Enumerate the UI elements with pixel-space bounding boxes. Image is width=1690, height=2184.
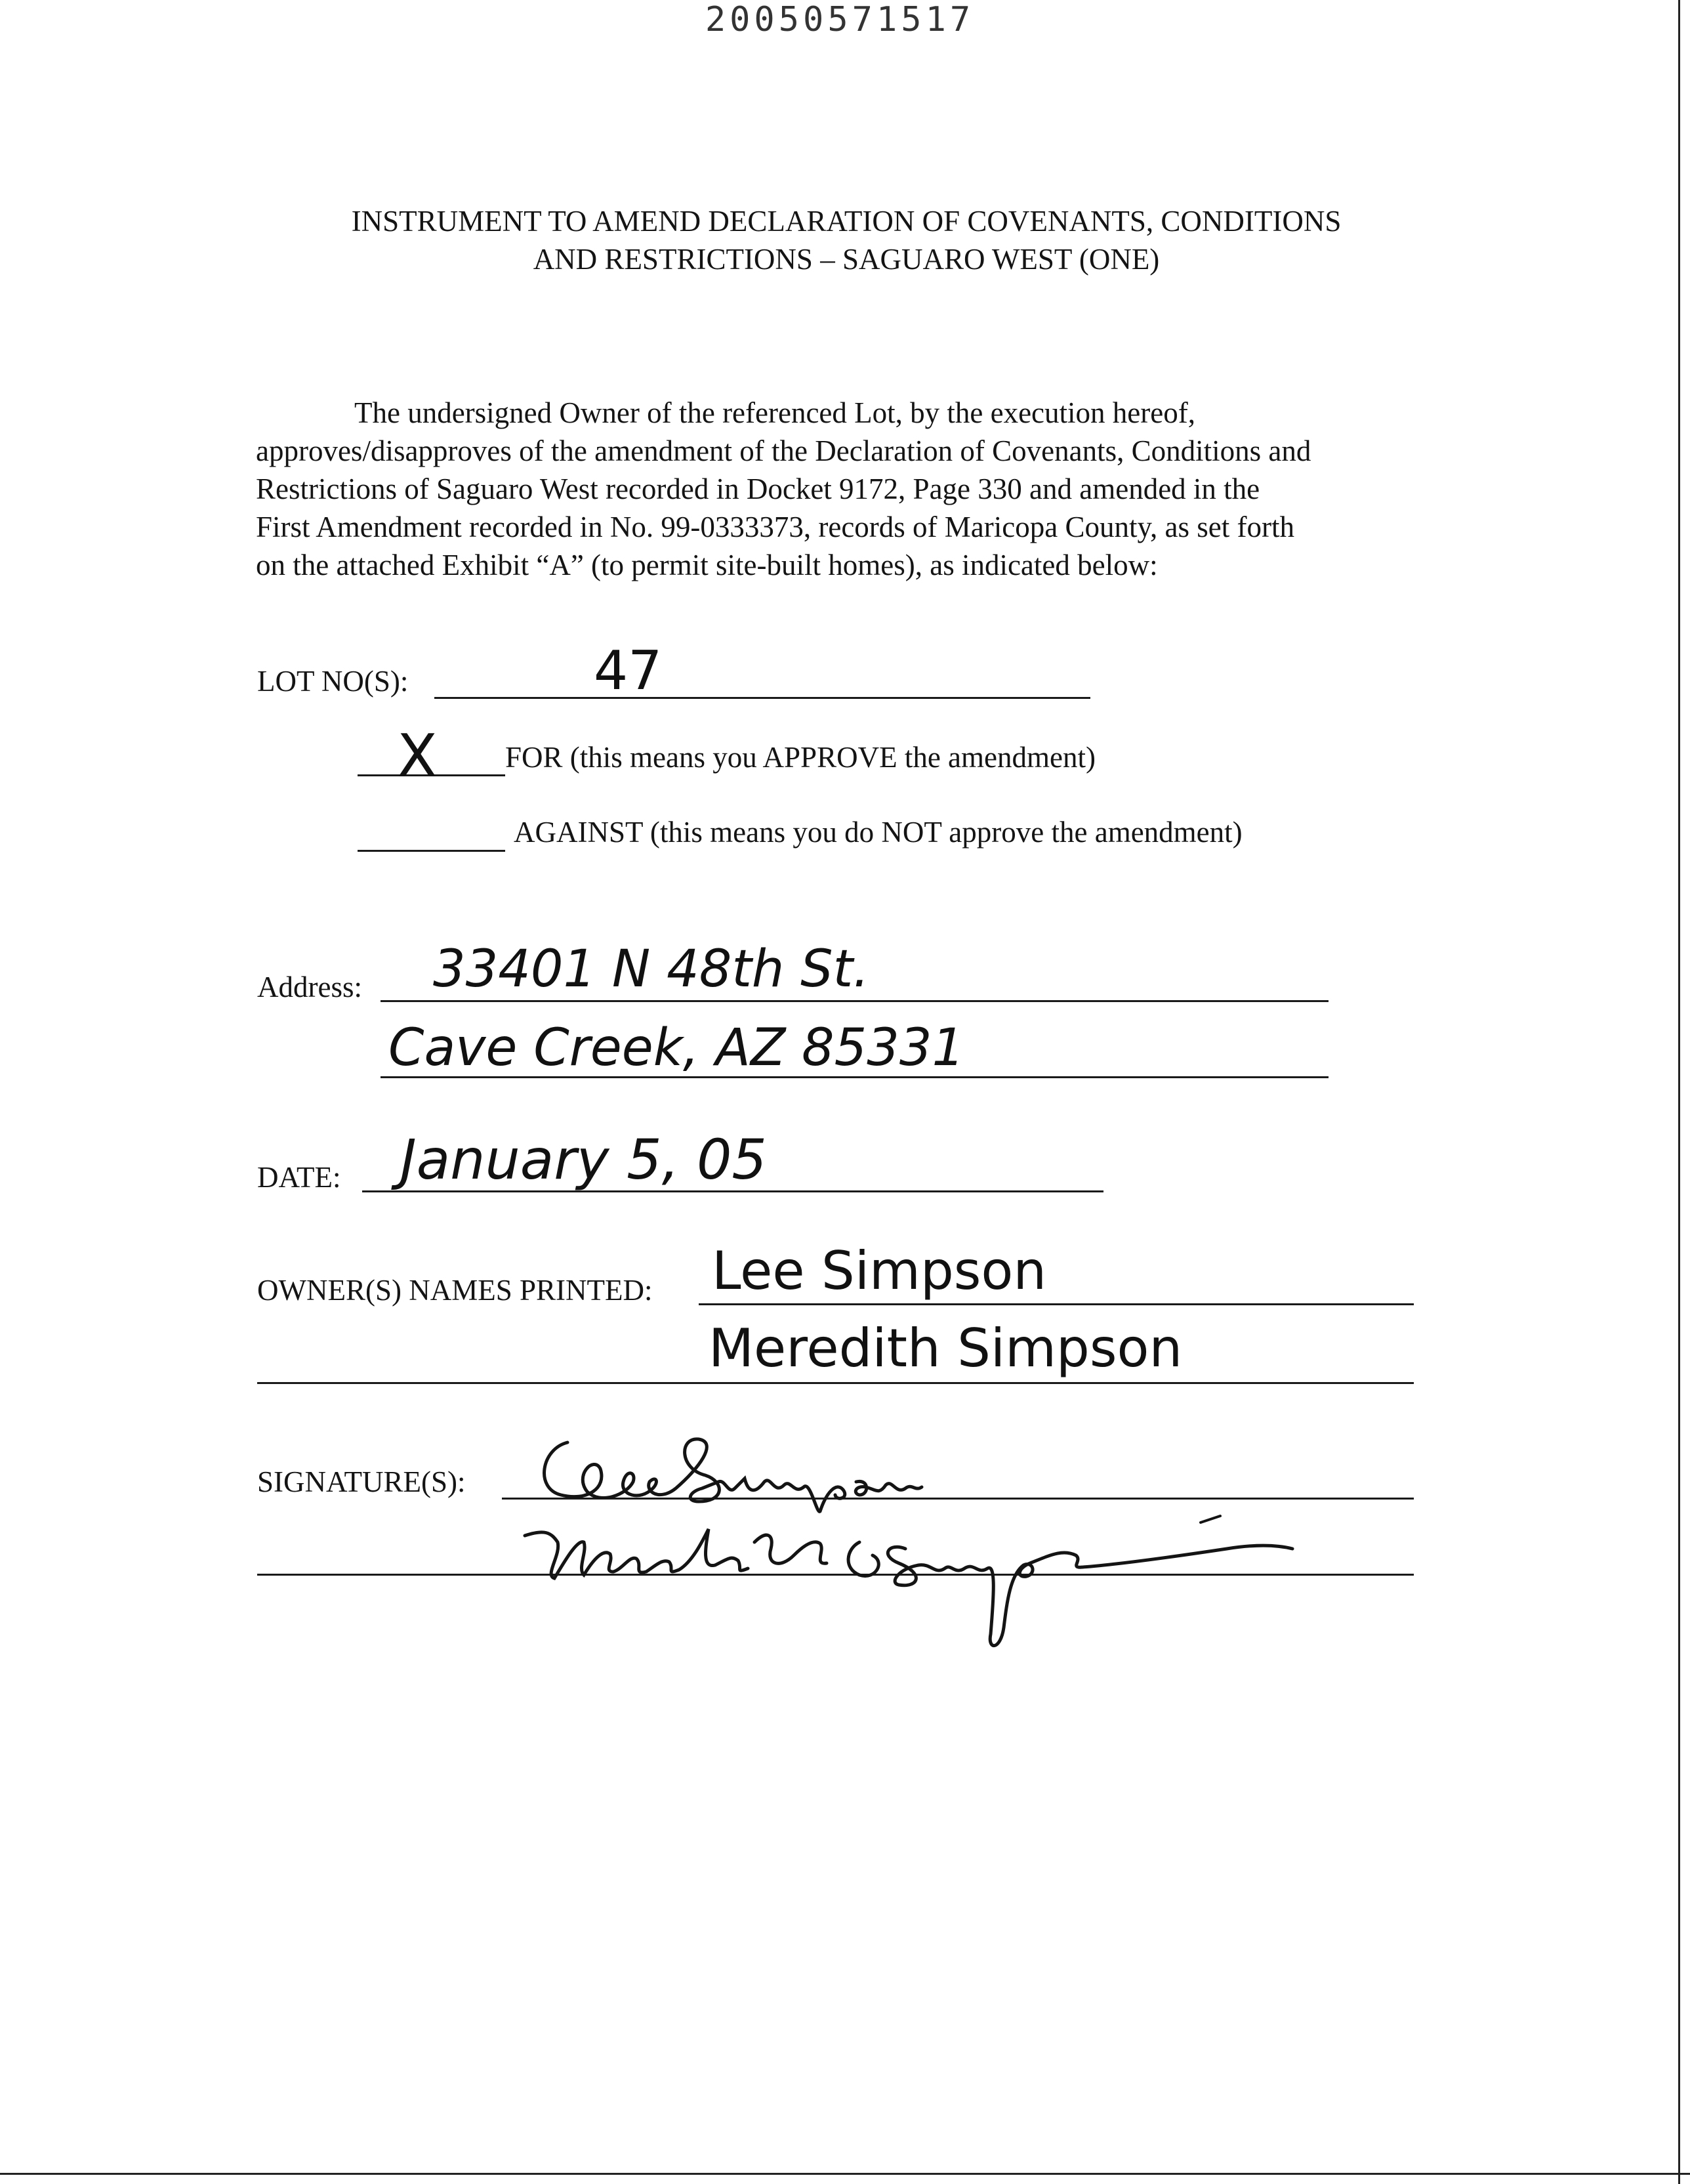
body-line-1: The undersigned Owner of the referenced Lot, by the execution hereof, [354, 396, 1195, 429]
body-line-2: approves/disapproves of the amendment of the Declaration of Covenants, Conditions and [256, 434, 1311, 467]
lot-label: LOT NO(S): [257, 665, 409, 698]
owners-rule-2 [257, 1382, 1414, 1384]
lot-rule [434, 697, 1090, 699]
for-mark[interactable]: X [397, 722, 438, 791]
date-value[interactable]: January 5, 05 [400, 1127, 767, 1192]
signature-label: SIGNATURE(S): [257, 1465, 466, 1498]
body-paragraph [256, 394, 1456, 584]
owner-name-2[interactable]: Meredith Simpson [709, 1318, 1183, 1379]
recording-number: 20050571517 [705, 0, 975, 39]
signature-1 [528, 1429, 935, 1515]
owners-rule-1 [699, 1303, 1414, 1305]
title-line-2: AND RESTRICTIONS – SAGUARO WEST (ONE) [533, 243, 1160, 276]
body-line-3: Restrictions of Saguaro West recorded in Docket 9172, Page 330 and amended in the [256, 472, 1260, 505]
document-title [197, 202, 1496, 278]
owner-name-1[interactable]: Lee Simpson [712, 1240, 1047, 1301]
body-line-4: First Amendment recorded in No. 99-0333373, records of Maricopa County, as set forth [256, 511, 1294, 543]
address-line-2[interactable]: Cave Creek, AZ 85331 [388, 1018, 965, 1078]
owners-label: OWNER(S) NAMES PRINTED: [257, 1274, 653, 1307]
body-line-5: on the attached Exhibit “A” (to permit site-built homes), as indicated below: [256, 549, 1158, 581]
title-line-1: INSTRUMENT TO AMEND DECLARATION OF COVENANTS, CONDITIONS [351, 205, 1342, 238]
date-label: DATE: [257, 1161, 341, 1194]
signature-2 [505, 1503, 1358, 1654]
against-label: AGAINST (this means you do NOT approve the amendment) [514, 816, 1243, 849]
lot-value[interactable]: 47 [594, 640, 663, 702]
for-label: FOR (this means you APPROVE the amendment) [505, 741, 1096, 774]
address-rule-1 [381, 1000, 1329, 1002]
scan-border-right [1678, 0, 1680, 2184]
against-rule [358, 850, 505, 852]
address-label: Address: [257, 971, 362, 1003]
scan-border-bottom [0, 2173, 1690, 2175]
address-line-1[interactable]: 33401 N 48th St. [433, 940, 870, 999]
